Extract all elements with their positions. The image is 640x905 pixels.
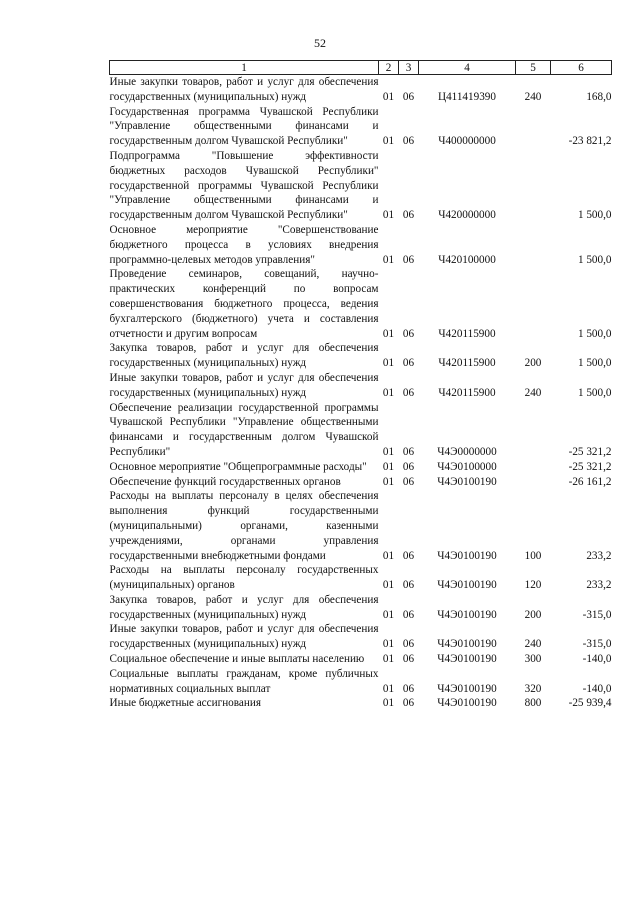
row-target-article-cell: Ч420000000 xyxy=(438,209,496,222)
header-col-3: 3 xyxy=(399,61,419,75)
row-target-article-cell: Ч4Э0100190 xyxy=(437,608,497,621)
row-section-cell: 01 xyxy=(382,682,395,695)
row-subsection-cell: 06 xyxy=(402,475,415,488)
header-col-6: 6 xyxy=(551,61,612,75)
row-target-article-cell: Ц411419390 xyxy=(437,90,496,103)
row-expense-type-cell: 320 xyxy=(524,682,542,695)
row-amount-cell: 233,2 xyxy=(586,579,612,592)
row-amount-cell: -25 321,2 xyxy=(568,460,612,473)
row-section-cell: 01 xyxy=(382,608,395,621)
row-name-cell: Социальное обеспечение и иные выплаты населению xyxy=(109,653,365,666)
row-section-cell: 01 xyxy=(382,90,395,103)
row-subsection-cell: 06 xyxy=(402,549,415,562)
header-col-2: 2 xyxy=(379,61,399,75)
row-expense-type-cell: 240 xyxy=(524,638,542,651)
row-name-cell: Обеспечение функций государственных органов xyxy=(109,475,341,488)
row-section-cell: 01 xyxy=(382,475,395,488)
row-amount-cell: 1 500,0 xyxy=(577,386,612,399)
row-section-cell: 01 xyxy=(382,327,395,340)
row-subsection-cell: 06 xyxy=(402,460,415,473)
table-row xyxy=(110,696,612,711)
row-target-article-cell: Ч4Э0100190 xyxy=(437,579,497,592)
table-row xyxy=(110,401,612,460)
row-subsection-cell: 06 xyxy=(402,253,415,266)
row-target-article-cell: Ч4Э0100000 xyxy=(437,460,497,473)
row-target-article-cell: Ч420100000 xyxy=(438,253,496,266)
row-amount-cell: -140,0 xyxy=(582,653,612,666)
row-amount-cell: -315,0 xyxy=(582,638,612,651)
table-row xyxy=(110,341,612,371)
table-row xyxy=(110,75,612,105)
row-amount-cell: -140,0 xyxy=(582,682,612,695)
table-row xyxy=(110,460,612,475)
row-subsection-cell: 06 xyxy=(402,608,415,621)
table-row xyxy=(110,267,612,341)
row-name-cell: Обеспечение реализации государственной программы Чувашской Республики "Управление общественными финансами и государственным долгом Чувашской Республики" xyxy=(109,401,379,458)
row-target-article-cell: Ч4Э0100190 xyxy=(437,682,497,695)
budget-table xyxy=(109,60,612,711)
row-amount-cell: -26 161,2 xyxy=(568,475,612,488)
row-subsection-cell: 06 xyxy=(402,357,415,370)
row-expense-type-cell: 800 xyxy=(524,697,542,710)
row-subsection-cell: 06 xyxy=(402,697,415,710)
row-name-cell: Иные закупки товаров, работ и услуг для обеспечения государственных (муниципальных) нужд xyxy=(109,76,379,103)
row-target-article-cell: Ч420115900 xyxy=(438,327,496,340)
row-expense-type-cell xyxy=(516,460,551,475)
row-amount-cell: 1 500,0 xyxy=(577,253,612,266)
row-amount-cell: -315,0 xyxy=(582,608,612,621)
row-amount-cell: 1 500,0 xyxy=(577,327,612,340)
row-name-cell: Расходы на выплаты персоналу в целях обеспечения выполнения функций государственными (муниципальными) органами, казенными учреждениями, органами управления государственными внебюджетными фондами xyxy=(109,490,379,562)
row-expense-type-cell xyxy=(516,475,551,490)
row-name-cell: Иные бюджетные ассигнования xyxy=(109,697,261,710)
row-section-cell: 01 xyxy=(382,135,395,148)
row-subsection-cell: 06 xyxy=(402,386,415,399)
row-name-cell: Социальные выплаты гражданам, кроме публичных нормативных социальных выплат xyxy=(109,667,379,695)
row-section-cell: 01 xyxy=(382,357,395,370)
row-expense-type-cell: 120 xyxy=(524,579,542,592)
table-row xyxy=(110,489,612,563)
row-subsection-cell: 06 xyxy=(402,327,415,340)
row-section-cell: 01 xyxy=(382,579,395,592)
row-expense-type-cell: 240 xyxy=(524,386,542,399)
table-row xyxy=(110,105,612,149)
row-name-cell: Основное мероприятие "Общепрограммные расходы" xyxy=(109,460,367,473)
row-target-article-cell: Ч420115900 xyxy=(438,386,496,399)
row-subsection-cell: 06 xyxy=(402,135,415,148)
row-subsection-cell: 06 xyxy=(402,90,415,103)
row-name-cell: Закупка товаров, работ и услуг для обеспечения государственных (муниципальных) нужд xyxy=(109,593,379,621)
row-name-cell: Проведение семинаров, совещаний, научно-практических конференций по вопросам совершенствования бюджетного процесса, ведения бухгалтерского (бюджетного) учета и составления отчетности и другим вопросам xyxy=(109,268,379,340)
row-name-cell: Иные закупки товаров, работ и услуг для обеспечения государственных (муниципальных) нужд xyxy=(109,623,379,651)
row-amount-cell: 1 500,0 xyxy=(577,209,612,222)
header-col-4: 4 xyxy=(419,61,516,75)
row-section-cell: 01 xyxy=(382,638,395,651)
header-col-1: 1 xyxy=(110,61,379,75)
row-name-cell: Закупка товаров, работ и услуг для обеспечения государственных (муниципальных) нужд xyxy=(109,342,379,370)
row-name-cell: Расходы на выплаты персоналу государственных (муниципальных) органов xyxy=(109,564,379,592)
table-body xyxy=(110,75,612,712)
row-amount-cell: 1 500,0 xyxy=(577,357,612,370)
row-section-cell: 01 xyxy=(382,445,395,458)
table-row xyxy=(110,149,612,223)
page-number: 52 xyxy=(314,36,326,50)
table-row xyxy=(110,652,612,667)
row-name-cell: Основное мероприятие "Совершенствование бюджетного процесса в условиях внедрения программно-целевых методов управления" xyxy=(109,223,379,266)
row-section-cell: 01 xyxy=(382,386,395,399)
row-amount-cell: 233,2 xyxy=(586,549,612,562)
row-section-cell: 01 xyxy=(382,549,395,562)
row-expense-type-cell: 240 xyxy=(524,90,542,103)
row-section-cell: 01 xyxy=(382,653,395,666)
row-target-article-cell: Ч420115900 xyxy=(438,357,496,370)
row-expense-type-cell: 200 xyxy=(524,357,542,370)
table-row xyxy=(110,371,612,401)
row-section-cell: 01 xyxy=(382,460,395,473)
row-expense-type-cell: 200 xyxy=(524,608,542,621)
table-header-row xyxy=(110,61,612,75)
row-section-cell: 01 xyxy=(382,697,395,710)
row-name-cell: Государственная программа Чувашской Республики "Управление общественными финансами и государственным долгом Чувашской Республики" xyxy=(109,105,379,148)
table-row xyxy=(110,475,612,490)
row-amount-cell: -23 821,2 xyxy=(568,135,612,148)
row-subsection-cell: 06 xyxy=(402,682,415,695)
table-row xyxy=(110,622,612,652)
row-expense-type-cell xyxy=(516,401,551,460)
header-col-5: 5 xyxy=(516,61,551,75)
row-subsection-cell: 06 xyxy=(402,579,415,592)
row-expense-type-cell xyxy=(516,223,551,267)
row-name-cell: Подпрограмма "Повышение эффективности бюджетных расходов Чувашской Республики" государственной программы Чувашской Республики "Управление общественными финансами и государственным долгом Чувашской Республики" xyxy=(109,149,379,222)
row-amount-cell: -25 321,2 xyxy=(568,445,612,458)
table-row xyxy=(110,563,612,593)
row-name-cell: Иные закупки товаров, работ и услуг для обеспечения государственных (муниципальных) нужд xyxy=(109,371,379,399)
row-subsection-cell: 06 xyxy=(402,445,415,458)
table-row xyxy=(110,223,612,267)
row-expense-type-cell xyxy=(516,149,551,223)
table-row xyxy=(110,667,612,697)
row-expense-type-cell xyxy=(516,105,551,149)
row-expense-type-cell: 300 xyxy=(524,653,542,666)
row-section-cell: 01 xyxy=(382,253,395,266)
row-target-article-cell: Ч4Э0100190 xyxy=(437,638,497,651)
row-target-article-cell: Ч4Э0100190 xyxy=(437,653,497,666)
row-target-article-cell: Ч4Э0100190 xyxy=(437,475,497,488)
row-subsection-cell: 06 xyxy=(402,638,415,651)
row-expense-type-cell xyxy=(516,267,551,341)
row-amount-cell: -25 939,4 xyxy=(568,697,612,710)
row-amount-cell: 168,0 xyxy=(586,90,612,103)
row-section-cell: 01 xyxy=(382,209,395,222)
table-row xyxy=(110,593,612,623)
row-target-article-cell: Ч4Э0100190 xyxy=(437,697,497,710)
row-target-article-cell: Ч4Э0100190 xyxy=(437,549,497,562)
row-target-article-cell: Ч4Э0000000 xyxy=(437,445,497,458)
row-target-article-cell: Ч400000000 xyxy=(438,135,496,148)
row-expense-type-cell: 100 xyxy=(524,549,542,562)
row-subsection-cell: 06 xyxy=(402,209,415,222)
row-subsection-cell: 06 xyxy=(402,653,415,666)
